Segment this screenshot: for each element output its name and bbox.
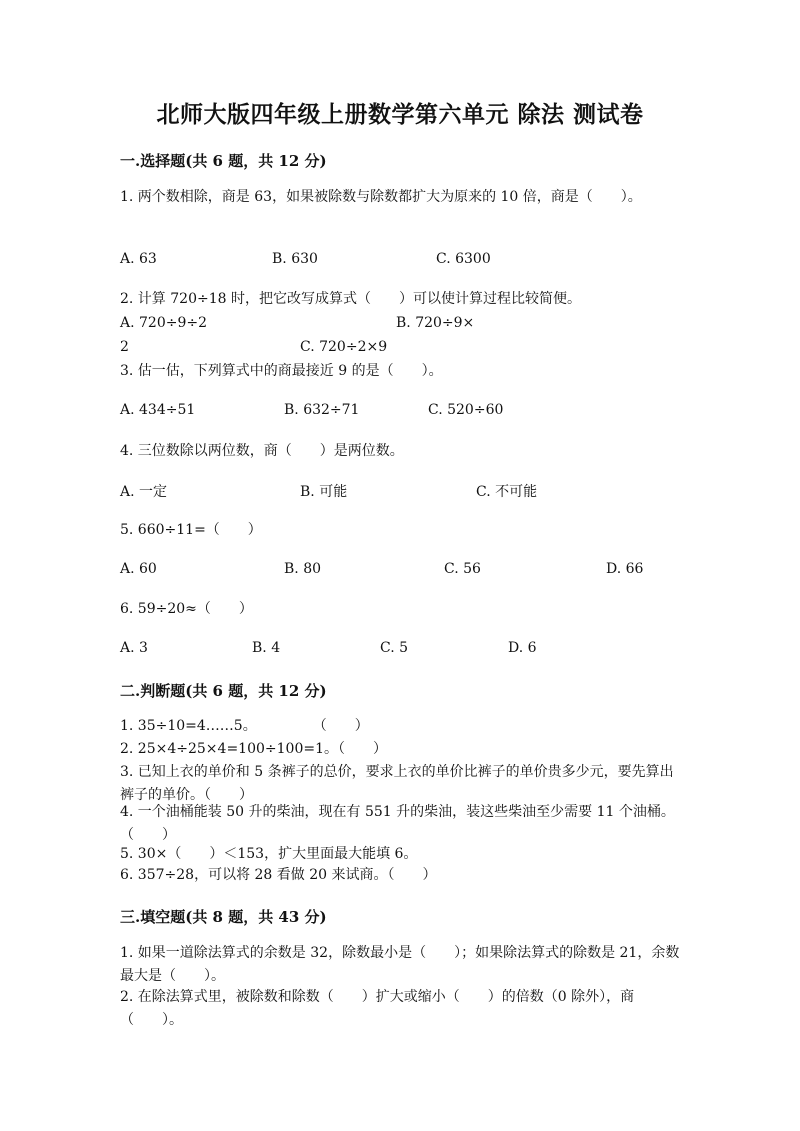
section-heading-fill-blank: 三.填空题(共 8 题，共 43 分) [120,908,327,926]
option: C. 720÷2×9 [300,339,388,355]
page-title: 北师大版四年级上册数学第六单元 除法 测试卷 [156,101,644,128]
question-text: 5. 30×（ ）＜153，扩大里面最大能填 6。 [120,846,418,862]
option: A. 434÷51 [120,402,196,418]
question-text: 4. 一个油桶能装 50 升的柴油，现在有 551 升的柴油，装这些柴油至少需要 11 个油桶。（ ） [120,804,675,843]
option: B. 632÷71 [284,402,360,418]
question-text: 6. 357÷28，可以将 28 看做 20 来试商。（ ） [120,867,437,883]
option: C. 6300 [436,251,491,267]
question-text: 6. 59÷20≈（ ） [120,601,253,617]
option: 2 [120,339,129,355]
question-text: 5. 660÷11=（ ） [120,522,262,538]
question-text: 2. 在除法算式里，被除数和除数（ ）扩大或缩小（ ）的倍数（0 除外），商（ ）。 [120,989,635,1028]
option: C. 不可能 [476,484,538,500]
option: A. 一定 [120,484,168,500]
option: C. 5 [380,640,409,656]
question-text: 4. 三位数除以两位数，商（ ）是两位数。 [120,443,404,459]
option: A. 3 [120,640,148,656]
option: D. 66 [606,561,644,577]
question-text: 3. 估一估，下列算式中的商最接近 9 的是（ ）。 [120,363,443,379]
option: C. 56 [444,561,481,577]
option: A. 60 [120,561,157,577]
option: A. 720÷9÷2 [120,315,208,331]
question-text: 1. 35÷10=4……5。 （ ） [120,718,369,734]
option: B. 4 [252,640,281,656]
option: D. 6 [508,640,537,656]
question-text: 2. 计算 720÷18 时，把它改写成算式（ ）可以使计算过程比较简便。 [120,291,581,307]
option: A. 63 [120,251,157,267]
option: B. 80 [284,561,322,577]
question-text: 1. 两个数相除，商是 63，如果被除数与除数都扩大为原来的 10 倍，商是（ ）。 [120,189,642,205]
option: B. 630 [272,251,318,267]
section-heading-judgement: 二.判断题(共 6 题，共 12 分) [120,682,327,700]
option: B. 720÷9× [396,315,475,331]
question-text: 2. 25×4÷25×4=100÷100=1。（ ） [120,741,387,757]
option: C. 520÷60 [428,402,504,418]
option: B. 可能 [300,484,348,500]
section-heading-choice: 一.选择题(共 6 题，共 12 分) [120,152,327,170]
question-text: 1. 如果一道除法算式的余数是 32，除数最小是（ ）；如果除法算式的除数是 21，余数最大是（ ）。 [120,945,680,984]
question-text: 3. 已知上衣的单价和 5 条裤子的总价，要求上衣的单价比裤子的单价贵多少元，要先算出裤子的单价。（ ） [120,764,674,803]
